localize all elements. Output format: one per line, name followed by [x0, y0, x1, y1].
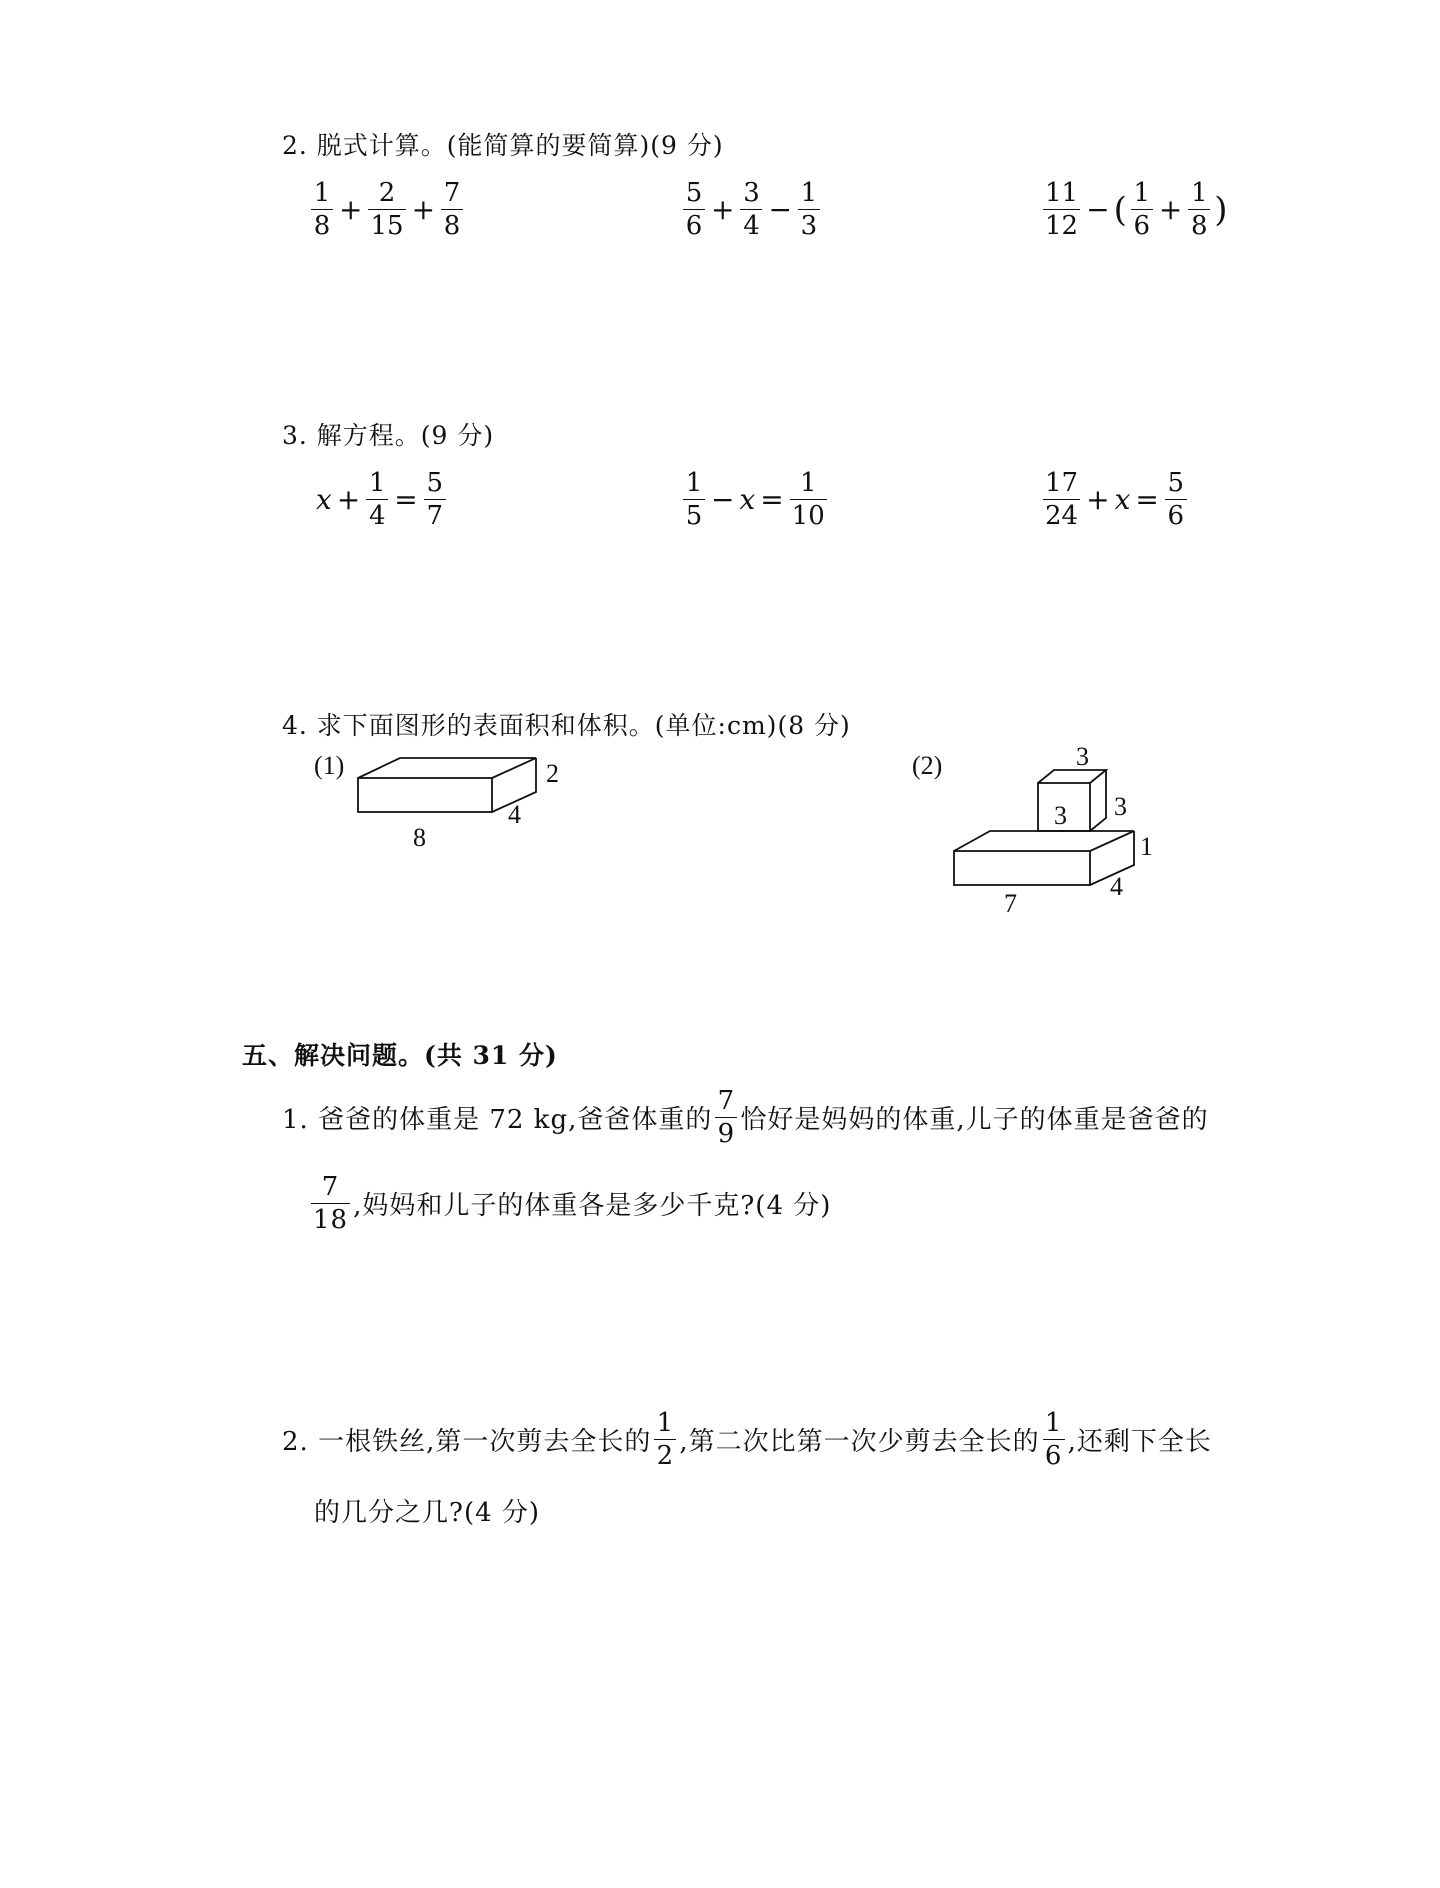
section-2-title: 2. 脱式计算。(能简算的要简算)(9 分)	[282, 131, 724, 160]
figure-1-length-label: 8	[413, 823, 426, 852]
fraction: $\frac{1}{5}$	[683, 470, 705, 529]
problem-1-line-2	[308, 1174, 831, 1233]
figure-1-label: (1)	[314, 751, 345, 780]
fraction: $\frac{1}{8}$	[1188, 180, 1210, 239]
problem-1-line-1	[282, 1088, 1209, 1147]
fraction: $\frac{5}{6}$	[1165, 470, 1187, 529]
equation-1: x + $\frac{1}{4}$ = $\frac{5}{7}$	[314, 470, 449, 529]
problem-2-text-c: ,还剩下全长	[1067, 1427, 1212, 1457]
figure-2-base-length-label: 7	[1004, 889, 1017, 918]
equation-3: $\frac{17}{24}$ + x = $\frac{5}{6}$	[1040, 470, 1190, 529]
figure-2-cube-front-label: 3	[1054, 801, 1067, 830]
fraction: $\frac{1}{4}$	[366, 470, 388, 529]
fraction: $\frac{7}{8}$	[441, 180, 463, 239]
problem-1-text-b: 恰好是妈妈的体重,儿子的体重是爸爸的	[740, 1105, 1209, 1135]
fraction: $\frac{7}{9}$	[715, 1088, 737, 1147]
problem-2-text-b: ,第二次比第一次少剪去全长的	[679, 1427, 1040, 1457]
fraction: $\frac{17}{24}$	[1045, 468, 1079, 531]
equation-2: $\frac{1}{5}$ − x = $\frac{1}{10}$	[680, 470, 830, 529]
fraction: $\frac{5}{6}$	[683, 180, 705, 239]
figure-2-cube-top-label: 3	[1076, 742, 1089, 771]
calc-expression-3: $\frac{11}{12}$ − ( $\frac{1}{6}$ + $\frac{1}{8}$ )	[1045, 178, 1228, 241]
fraction: $\frac{1}{10}$	[791, 468, 825, 531]
problem-2-text-a: 2. 一根铁丝,第一次剪去全长的	[282, 1427, 652, 1457]
fraction: $\frac{1}{6}$	[1043, 1410, 1065, 1469]
fraction: $\frac{1}{3}$	[798, 180, 820, 239]
problem-1-text-c: ,妈妈和儿子的体重各是多少千克?(4 分)	[353, 1191, 832, 1221]
figure-1-width-label: 4	[508, 800, 521, 829]
figure-2-label: (2)	[912, 751, 943, 780]
section-3-title: 3. 解方程。(9 分)	[282, 421, 495, 450]
fraction: $\frac{1}{8}$	[311, 180, 333, 239]
figure-2-base-height-label: 1	[1140, 832, 1153, 861]
fraction: $\frac{3}{4}$	[740, 180, 762, 239]
fraction: $\frac{5}{7}$	[424, 470, 446, 529]
calc-expression-1: $\frac{1}{8}$ + $\frac{2}{15}$ + $\frac{7}{8}$	[308, 180, 466, 239]
fraction: $\frac{2}{15}$	[370, 178, 404, 241]
section-5-title: 五、解决问题。(共 31 分)	[242, 1041, 558, 1070]
figures-area	[0, 740, 1440, 940]
fraction: $\frac{1}{2}$	[654, 1410, 676, 1469]
problem-2-line-2	[314, 1492, 540, 1529]
problem-2-line-1	[282, 1410, 1212, 1469]
section-4-title: 4. 求下面图形的表面积和体积。(单位:cm)(8 分)	[282, 711, 851, 740]
figure-1-height-label: 2	[546, 759, 559, 788]
stacked-solid-figure-2	[954, 770, 1134, 885]
figure-2-base-width-label: 4	[1110, 872, 1123, 901]
calc-expression-2: $\frac{5}{6}$ + $\frac{3}{4}$ − $\frac{1}{3}$	[680, 180, 823, 239]
fraction: $\frac{11}{12}$	[1045, 178, 1079, 241]
figure-2-cube-right-label: 3	[1114, 792, 1127, 821]
fraction: $\frac{1}{6}$	[1131, 180, 1153, 239]
problem-1-text-a: 1. 爸爸的体重是 72 kg,爸爸体重的	[282, 1105, 713, 1135]
fraction: $\frac{7}{18}$	[313, 1172, 349, 1235]
problem-2-text-d: 的几分之几?(4 分)	[314, 1498, 541, 1528]
